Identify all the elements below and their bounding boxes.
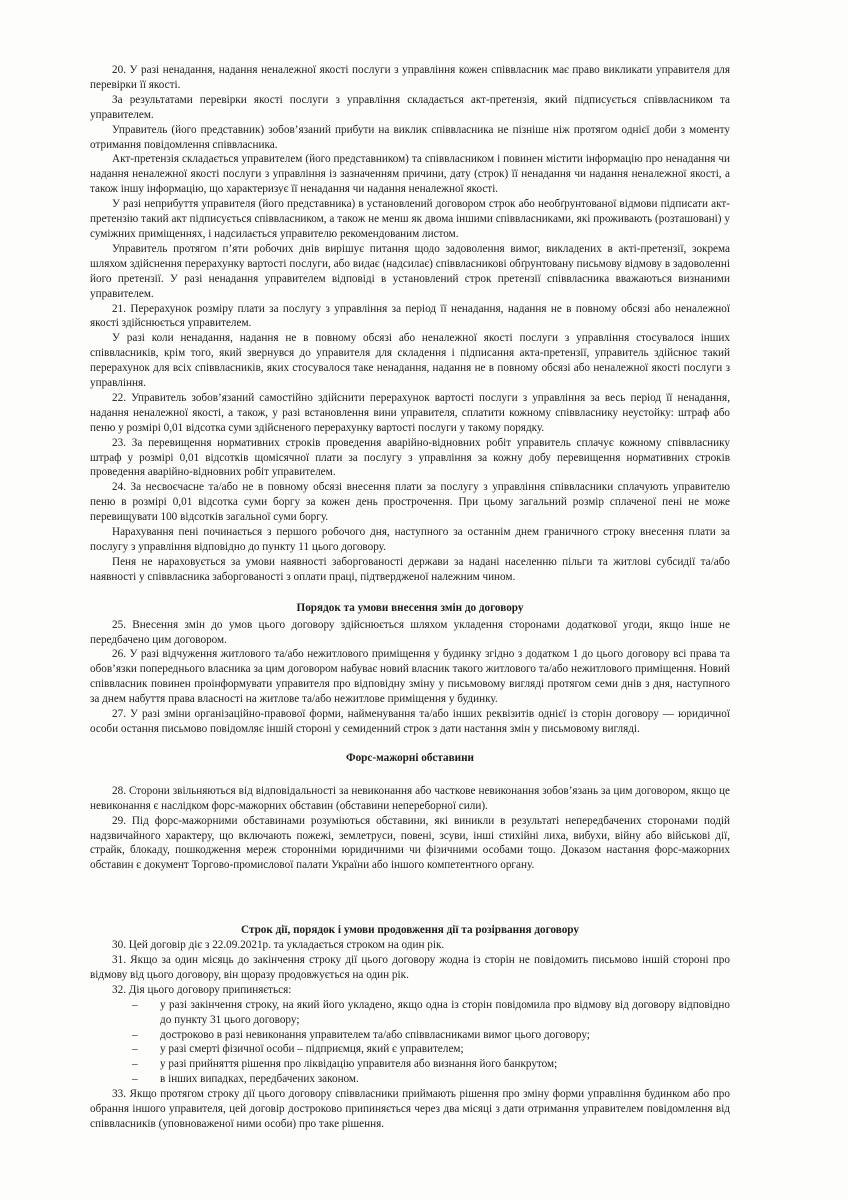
list-dash: – [132,1058,138,1071]
list-dash: – [132,1028,138,1041]
paragraph-24-accrual: Нарахування пені починається з першого робочого дня, наступного за останнім днем граничного строку внесення плати за послугу з управління відповідно до пункту 11 цього договору. [90,526,730,553]
paragraph-20-act: За результатами перевірки якості послуги з управління складається акт-претензія, який підписується співвласником та управителем. [90,93,730,121]
list-dash: – [132,1073,138,1086]
paragraph-31: 31. Якщо за один місяць до закінчення строку дії цього договору жодна із сторін не повідомить письмово іншій стороні про відмову від цього договору, він щоразу продовжується на один рік. [90,954,730,981]
section-heading-amendments: Порядок та умови внесення змін до договору [296,601,524,614]
section-heading-force-majeure: Форс-мажорні обставини [345,751,474,764]
list-item-text: у разі прийняття рішення про ліквідацію управителя або визнання його банкрутом; [160,1058,558,1071]
list-item-text: достроково в разі невиконання управителем та/або співвласниками вимог цього договору; [160,1028,590,1041]
paragraph-30: 30. Цей договір діє з 22.09.2021р. та укладається строком на один рік. [112,939,445,952]
paragraph-28: 28. Сторони звільняються від відповідальності за невиконання або часткове невиконання зобов’язань за цим договором, якщо це невиконання є наслідком форс-мажорних обставин (обставини непереборної сили). [90,784,730,812]
paragraph-32: 32. Дія цього договору припиняється: [112,983,292,996]
list-item-text: в інших випадках, передбачених законом. [160,1073,359,1086]
paragraph-33: 33. Якщо протягом строку дії цього договору співвласники приймають рішення про зміну форми управління будинком або про обрання іншого управителя, цей договір достроково припиняється через два місяці з дати отримання управителем повідомлення від співвласників (уповноваженої ними особи) про таке рішення. [90,1088,730,1130]
paragraph-25: 25. Внесення змін до умов цього договору здійснюється шляхом укладення сторонами додаткової угоди, якщо інше не передбачено цим договором. [90,618,730,646]
list-item-text: у разі закінчення строку, на який його укладено, якщо одна із сторін повідомила про відмову від договору відповідно до пункту 31 цього договору; [160,998,730,1026]
paragraph-22: 22. Управитель зобов’язаний самостійно здійснити перерахунок вартості послуги з управління за весь період її ненадання, надання неналежної якості, а також, у разі встановлення вини управителя, сплатити кожному співвласнику неустойку: штраф або пеню у розмірі 0,01 відсотка суми здійсненого перерахунку вартості послуги у такому порядку. [90,391,730,434]
paragraph-26: 26. У разі відчуження житлового та/або нежитлового приміщення у будинку згідно з додатком 1 до цього договору всі права та обов’язки попереднього власника за цим договором набуває новий власник такого житлового та/або нежитлового приміщення. Новий співвласник повинен проінформувати управителя про відповідну зміну у письмовому вигляді протягом семи днів з дня, наступного за днем набуття права власності на житлове та/або нежитлове приміщення у будинку. [90,648,730,706]
paragraph-23: 23. За перевищення нормативних строків проведення аварійно-відновних робіт управитель сплачує кожному співвласнику штраф у розмірі 0,01 відсотків щомісячної плати за послугу з управління за кожну добу перевищення нормативних строків проведення аварійно-відновних робіт управителем. [90,436,730,479]
paragraph-20-act-content: Акт-претензія складається управителем (його представником) та співвласником і повинен містити інформацію про ненадання чи надання неналежної якості послуги з управління із зазначенням причини, дату (строк) її ненадання чи надання неналежної якості, а також іншу інформацію, що характеризує її ненадання чи надання неналежної якості. [90,153,730,196]
paragraph-24-exemption: Пеня не нараховується за умови наявності заборгованості держави за надані населенню пільги та житлові субсидії та/або наявності у співвласника заборгованості з оплати праці, підтвердженої належним чином. [90,555,730,583]
list-item [132,1042,730,1057]
document-body [90,63,730,1132]
paragraph-20-arrival: Управитель (його представник) зобов’язаний прибути на виклик співвласника не пізніше ніж протягом однієї доби з моменту отримання повідомлення співвласника. [90,123,730,151]
paragraph-27: 27. У разі зміни організаційно-правової форми, найменування та/або інших реквізитів однієї із сторін договору — юридичної особи остання письмово повідомляє іншій стороні у семиденний строк з дати настання змін у письмовому вигляді. [90,708,730,735]
list-dash: – [132,1043,138,1056]
list-item [132,1028,730,1043]
list-item [132,1072,730,1087]
list-item-text: у разі смерті фізичної особи – підприємця, який є управителем; [160,1043,464,1056]
paragraph-24: 24. За несвоєчасне та/або не в повному обсязі внесення плати за послугу з управління співвласники сплачують управителю пеню в розмірі 0,01 відсотка суми боргу за кожен день прострочення. При цьому загальний розмір сплаченої пені не може перевищувати 100 відсотків загальної суми боргу. [90,481,730,524]
list-dash: – [132,998,138,1011]
paragraph-21: 21. Перерахунок розміру плати за послугу з управління за період її ненадання, надання не в повному обсязі або неналежної якості здійснюється управителем. [90,302,730,330]
paragraph-29: 29. Під форс-мажорними обставинами розуміються обставини, які виникли в результаті непередбачених сторонами подій надзвичайного характеру, що включають пожежі, землетруси, повені, зсуви, інші стихійні лиха, вибухи, війну або військові дії, страйк, блокаду, пошкодження мереж сторонніми юридичними чи фізичними особами тощо. Доказом настання форс-мажорних обставин є документ Торгово-промислової палати України або іншого компетентного органу. [90,814,730,872]
paragraph-20: 20. У разі ненадання, надання неналежної якості послуги з управління кожен співвласник має право викликати управителя для перевірки її якості. [90,64,730,91]
paragraph-21-others: У разі коли ненадання, надання не в повному обсязі або неналежної якості послуги з управління стосувалося інших співвласників, крім того, який звернувся до управителя для складення і підписання акта-претензії, управитель здійснює такий перерахунок для всіх співвласників, яких стосувалося таке ненадання, надання не в повному обсязі або неналежної якості послуги з управління. [90,332,730,390]
list-item [132,1057,730,1072]
list-item [132,998,730,1028]
paragraph-20-absence: У разі неприбуття управителя (його представника) в установлений договором строк або необґрунтованої відмови підписати акт-претензію такий акт підписується співвласником, а також не менш як двома іншими співвласниками, які проживають (розташовані) у суміжних приміщеннях, і надсилається управителю рекомендованим листом. [90,198,730,240]
section-heading-term: Строк дії, порядок і умови продовження дії та розірвання договору [241,924,579,937]
termination-list [90,998,730,1087]
paragraph-20-resolution: Управитель протягом п’яти робочих днів вирішує питання щодо задоволення вимог, викладених в акті-претензії, зокрема шляхом здійснення перерахунку вартості послуги, або видає (надсилає) співвласникові обґрунтовану письмову відмову в задоволенні його претензії. У разі ненадання управителем відповіді в установлений строк претензії співвласника вважаються визнаними управителем. [90,242,730,300]
